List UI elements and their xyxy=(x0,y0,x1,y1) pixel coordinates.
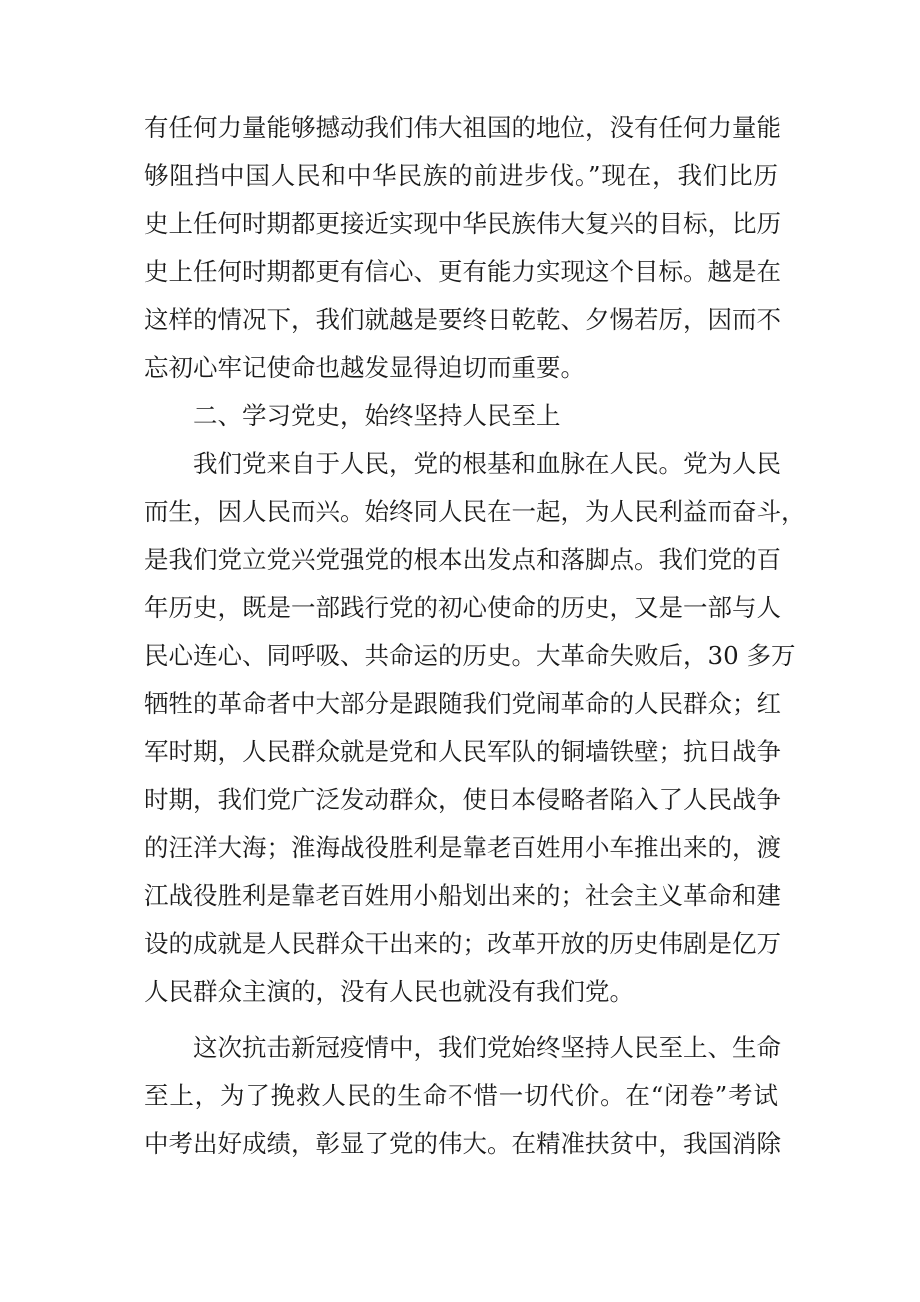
text-line: 有任何力量能够撼动我们伟大祖国的地位，没有任何力量能 xyxy=(144,113,781,142)
text-line: 中考出好成绩，彰显了党的伟大。在精准扶贫中，我国消除 xyxy=(144,1129,781,1158)
text-line: 民心连心、同呼吸、共命运的历史。大革命失败后，30 多万 xyxy=(144,641,796,670)
text-line: 军时期，人民群众就是党和人民军队的铜墙铁壁；抗日战争 xyxy=(144,737,781,766)
text-line: 忘初心牢记使命也越发显得迫切而重要。 xyxy=(144,353,585,382)
text-line: 年历史，既是一部践行党的初心使命的历史，又是一部与人 xyxy=(144,593,781,622)
text-line: 这样的情况下，我们就越是要终日乾乾、夕惕若厉，因而不 xyxy=(144,305,781,334)
text-line: 人民群众主演的，没有人民也就没有我们党。 xyxy=(144,977,634,1006)
text-line: 史上任何时期都更接近实现中华民族伟大复兴的目标，比历 xyxy=(144,209,781,238)
paragraph-spacer xyxy=(144,1016,778,1024)
text-line: 时期，我们党广泛发动群众，使日本侵略者陷入了人民战争 xyxy=(144,785,781,814)
paragraph-3 xyxy=(144,1024,781,1168)
section-heading: 二、学习党史，始终坚持人民至上 xyxy=(193,401,561,430)
text-line: 牺牲的革命者中大部分是跟随我们党闹革命的人民群众；红 xyxy=(144,689,781,718)
document-body xyxy=(144,104,806,1168)
paragraph-1 xyxy=(144,104,781,392)
text-line: 是我们党立党兴党强党的根本出发点和落脚点。我们党的百 xyxy=(144,545,781,574)
text-line: 史上任何时期都更有信心、更有能力实现这个目标。越是在 xyxy=(144,257,781,286)
text-line: 的汪洋大海；淮海战役胜利是靠老百姓用小车推出来的，渡 xyxy=(144,833,781,862)
text-line: 够阻挡中国人民和中华民族的前进步伐。”现在，我们比历 xyxy=(144,161,778,190)
text-line: 设的成就是人民群众干出来的；改革开放的历史伟剧是亿万 xyxy=(144,929,781,958)
text-line: 我们党来自于人民，党的根基和血脉在人民。党为人民 xyxy=(193,449,781,478)
paragraph-2 xyxy=(144,440,806,1016)
text-line: 至上，为了挽救人民的生命不惜一切代价。在“闭卷”考试 xyxy=(144,1081,778,1110)
text-line: 江战役胜利是靠老百姓用小船划出来的；社会主义革命和建 xyxy=(144,881,781,910)
text-line: 而生，因人民而兴。始终同人民在一起，为人民利益而奋斗， xyxy=(144,497,806,526)
text-line: 这次抗击新冠疫情中，我们党始终坚持人民至上、生命 xyxy=(193,1033,781,1062)
